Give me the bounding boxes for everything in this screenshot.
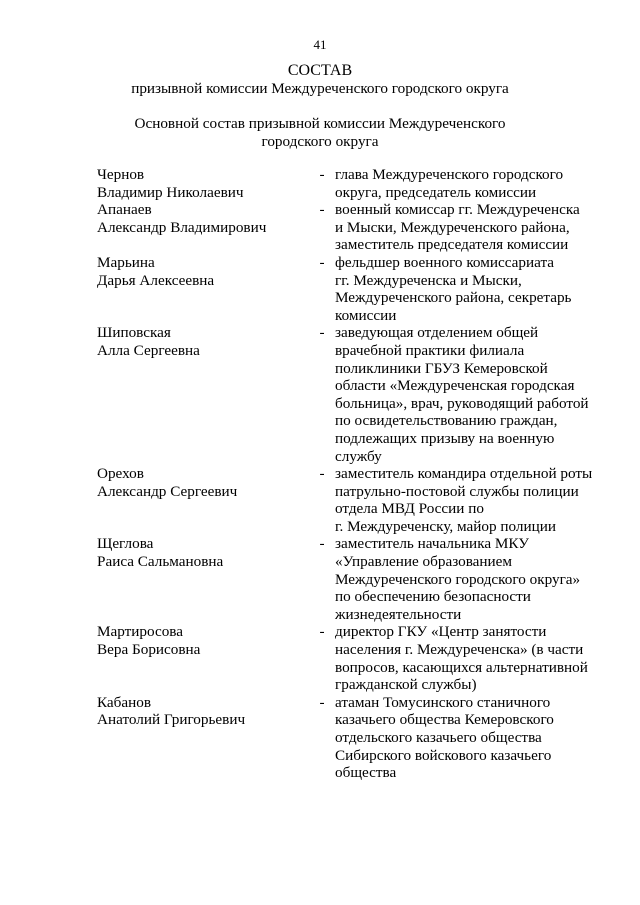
member-role-line: комиссии xyxy=(335,306,397,324)
member-role-line: врачебной практики филиала xyxy=(335,341,525,359)
member-role xyxy=(332,694,597,782)
member-entry xyxy=(97,201,597,254)
member-role-line: г. Междуреченску, майор полиции xyxy=(335,517,556,535)
member-dash: - xyxy=(319,693,325,711)
member-given-names: Вера Борисовна xyxy=(97,641,201,659)
member-name xyxy=(97,623,312,693)
member-name xyxy=(97,694,312,782)
member-surname: Апанаев xyxy=(97,201,152,219)
member-entry xyxy=(97,254,597,324)
member-dash: - xyxy=(319,623,325,641)
member-role-line: больница», врач, руководящий работой xyxy=(335,394,589,412)
member-name xyxy=(97,535,312,623)
member-role-line: военный комиссар гг. Междуреченска xyxy=(335,201,580,219)
section-heading-line: городского округа xyxy=(261,132,379,150)
member-name xyxy=(97,465,312,535)
member-role-line: Междуреченского района, секретарь xyxy=(335,289,572,307)
member-role xyxy=(332,254,597,324)
member-role-line: директор ГКУ «Центр занятости xyxy=(335,623,547,641)
member-role-line: казачьего общества Кемеровского xyxy=(335,711,554,729)
member-role-line: округа, председатель комиссии xyxy=(335,183,537,201)
member-role-line: гражданской службы) xyxy=(335,676,477,694)
member-role xyxy=(332,166,597,201)
member-given-names: Александр Владимирович xyxy=(97,218,267,236)
member-role-line: глава Междуреченского городского xyxy=(335,166,564,183)
member-dash: - xyxy=(319,465,325,483)
member-role-line: по освидетельствованию граждан, xyxy=(335,412,558,430)
member-entry xyxy=(97,535,597,623)
member-role-line: заместитель командира отдельной роты xyxy=(335,465,593,483)
section-heading-line: Основной состав призывной комиссии Междуреченского xyxy=(134,115,506,132)
member-role xyxy=(332,201,597,254)
member-role-line: жизнедеятельности xyxy=(335,605,462,623)
member-role-line: атаман Томусинского станичного xyxy=(335,693,551,711)
member-role-line: фельдшер военного комиссариата xyxy=(335,253,555,271)
member-role-line: и Мыски, Междуреченского района, xyxy=(335,218,570,236)
member-role-line: гг. Междуреченска и Мыски, xyxy=(335,271,522,289)
member-role-line: отдела МВД России по xyxy=(335,500,484,518)
member-dash: - xyxy=(319,201,325,219)
member-dash: - xyxy=(319,535,325,553)
member-surname: Кабанов xyxy=(97,693,152,711)
member-role xyxy=(332,535,597,623)
member-given-names: Александр Сергеевич xyxy=(97,482,238,500)
member-role-line: поликлиники ГБУЗ Кемеровской xyxy=(335,359,548,377)
member-dash: - xyxy=(319,324,325,342)
member-surname: Марьина xyxy=(97,253,155,271)
member-role-line: патрульно-постовой службы полиции xyxy=(335,482,579,500)
member-role-line: по обеспечению безопасности xyxy=(335,588,531,606)
member-given-names: Дарья Алексеевна xyxy=(97,271,215,289)
member-entry xyxy=(97,324,597,465)
member-role-line: общества xyxy=(335,764,397,782)
member-role xyxy=(332,623,597,693)
member-role-line: населения г. Междуреченска» (в части xyxy=(335,641,584,659)
member-role-line: области «Междуреченская городская xyxy=(335,377,575,395)
member-surname: Шиповская xyxy=(97,324,171,342)
member-entry xyxy=(97,465,597,535)
member-role-line: заместитель начальника МКУ xyxy=(335,535,529,553)
member-role-line: Междуреченского городского округа» xyxy=(335,570,581,588)
member-role xyxy=(332,465,597,535)
member-entry xyxy=(97,623,597,693)
member-role-line: Сибирского войскового казачьего xyxy=(335,746,552,764)
member-role-line: службу xyxy=(335,447,382,465)
document-title xyxy=(0,62,640,98)
title-heading: СОСТАВ xyxy=(287,62,353,79)
member-given-names: Анатолий Григорьевич xyxy=(97,711,246,729)
member-role-line: заведующая отделением общей xyxy=(335,324,539,342)
member-surname: Чернов xyxy=(97,166,145,183)
member-dash: - xyxy=(319,166,325,183)
member-given-names: Алла Сергеевна xyxy=(97,341,200,359)
member-given-names: Раиса Сальмановна xyxy=(97,553,224,571)
member-entry xyxy=(97,694,597,782)
members-list xyxy=(97,166,597,782)
member-role-line: вопросов, касающихся альтернативной xyxy=(335,658,588,676)
member-name xyxy=(97,201,312,254)
member-entry xyxy=(97,166,597,201)
title-subheading: призывной комиссии Междуреченского городского округа xyxy=(131,80,509,97)
section-heading xyxy=(0,115,640,150)
member-role-line: заместитель председателя комиссии xyxy=(335,236,569,254)
member-name xyxy=(97,254,312,324)
member-dash: - xyxy=(319,253,325,271)
member-role-line: «Управление образованием xyxy=(335,553,513,571)
member-surname: Щеглова xyxy=(97,535,154,553)
member-surname: Мартиросова xyxy=(97,623,184,641)
member-given-names: Владимир Николаевич xyxy=(97,183,244,201)
member-name xyxy=(97,166,312,201)
member-surname: Орехов xyxy=(97,465,144,483)
page-number: 41 xyxy=(313,37,327,52)
member-role-line: отдельского казачьего общества xyxy=(335,729,542,746)
member-role xyxy=(332,324,597,465)
member-name xyxy=(97,324,312,465)
member-role-line: подлежащих призыву на военную xyxy=(335,429,555,447)
